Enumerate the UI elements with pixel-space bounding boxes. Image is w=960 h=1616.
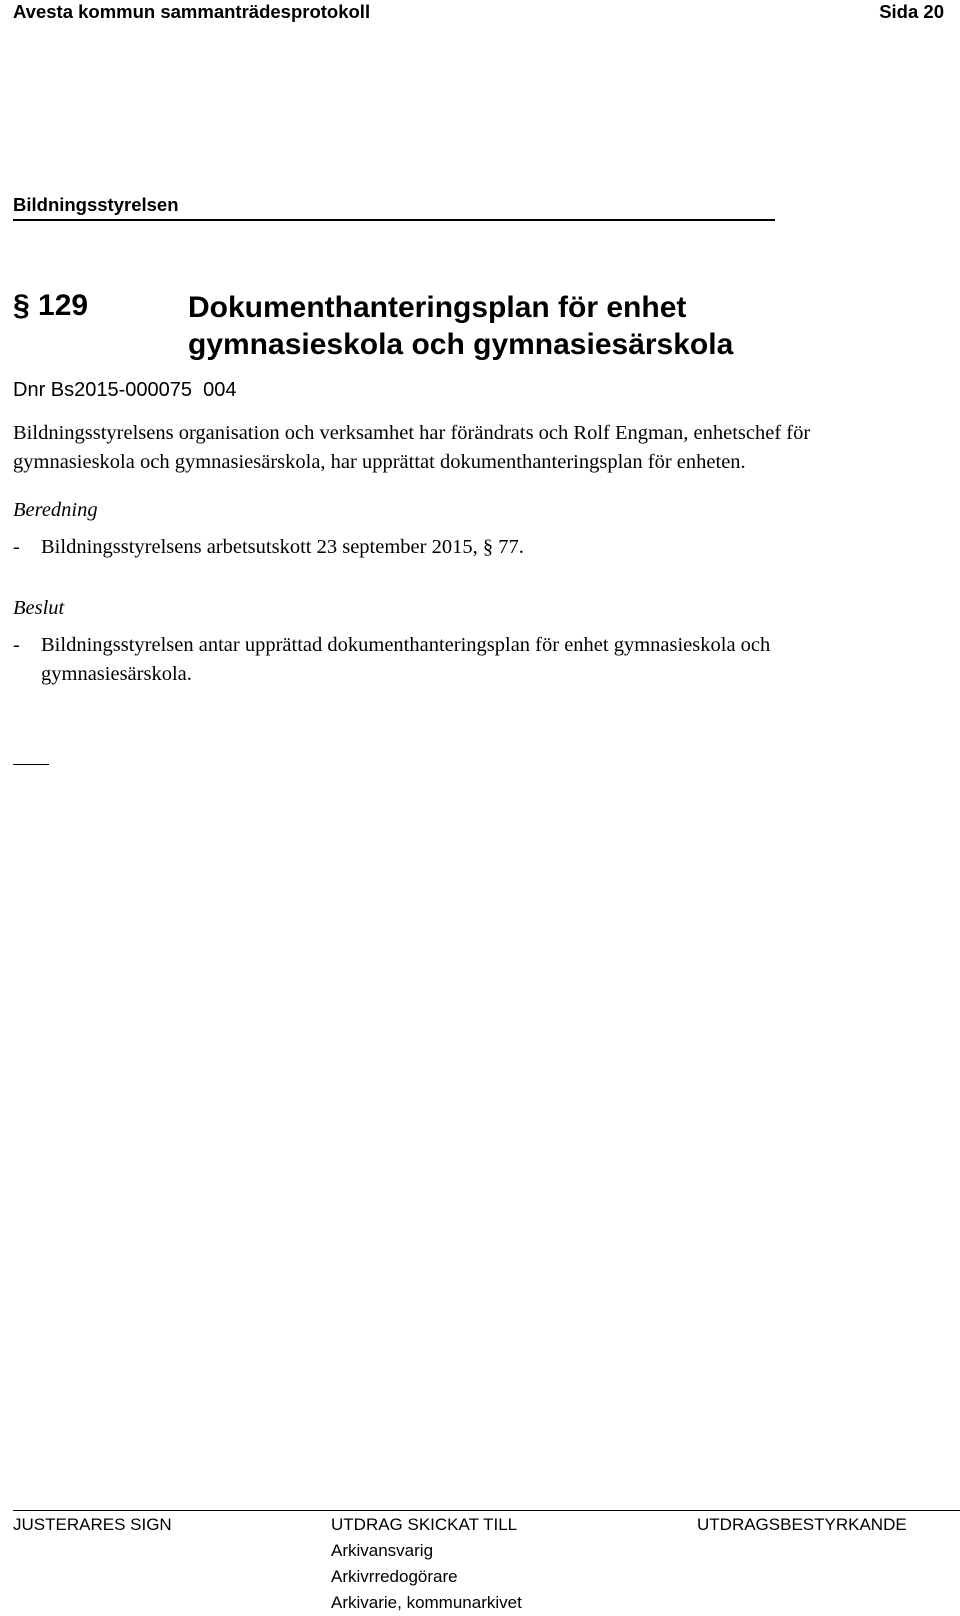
bullet-dash: -	[13, 536, 20, 558]
end-rule	[13, 764, 49, 765]
preparation-label: Beredning	[13, 499, 98, 521]
footer-adjuster-heading: JUSTERARES SIGN	[13, 1515, 172, 1534]
page-number: Sida 20	[879, 1, 944, 22]
footer-rule	[13, 1510, 960, 1511]
preparation-item	[13, 533, 933, 562]
footer-sent-to-heading: UTDRAG SKICKAT TILL	[331, 1515, 518, 1534]
item-number-value: 129	[38, 289, 89, 322]
decision-label: Beslut	[13, 597, 65, 619]
board-name: Bildningsstyrelsen	[13, 194, 179, 215]
item-number	[13, 289, 88, 323]
board-underline	[13, 219, 775, 221]
footer-recipient: Arkivansvarig	[331, 1541, 434, 1560]
footer-recipient: Arkivrredogörare	[331, 1567, 458, 1586]
dnr-number: Dnr Bs2015-000075 004	[13, 379, 237, 401]
item-title: Dokumenthanteringsplan för enhet gymnasieskola och gymnasiesärskola	[188, 291, 734, 361]
decision-item-text: Bildningsstyrelsen antar upprättad dokumenthanteringsplan för enhet gymnasieskola och gymnasiesärskola.	[41, 634, 771, 685]
page-header-title: Avesta kommun sammanträdesprotokoll	[13, 1, 371, 22]
decision-item	[13, 631, 933, 689]
bullet-dash: -	[13, 634, 20, 656]
section-symbol: §	[13, 289, 30, 322]
preparation-item-text: Bildningsstyrelsens arbetsutskott 23 september 2015, § 77.	[41, 536, 524, 558]
footer-certification-heading: UTDRAGSBESTYRKANDE	[697, 1515, 907, 1534]
body-paragraph: Bildningsstyrelsens organisation och verksamhet har förändrats och Rolf Engman, enhetschef för gymnasieskola och gymnasiesärskola, har upprättat dokumenthanteringsplan för enheten.	[13, 422, 811, 473]
footer-recipient: Arkivarie, kommunarkivet	[331, 1593, 522, 1612]
